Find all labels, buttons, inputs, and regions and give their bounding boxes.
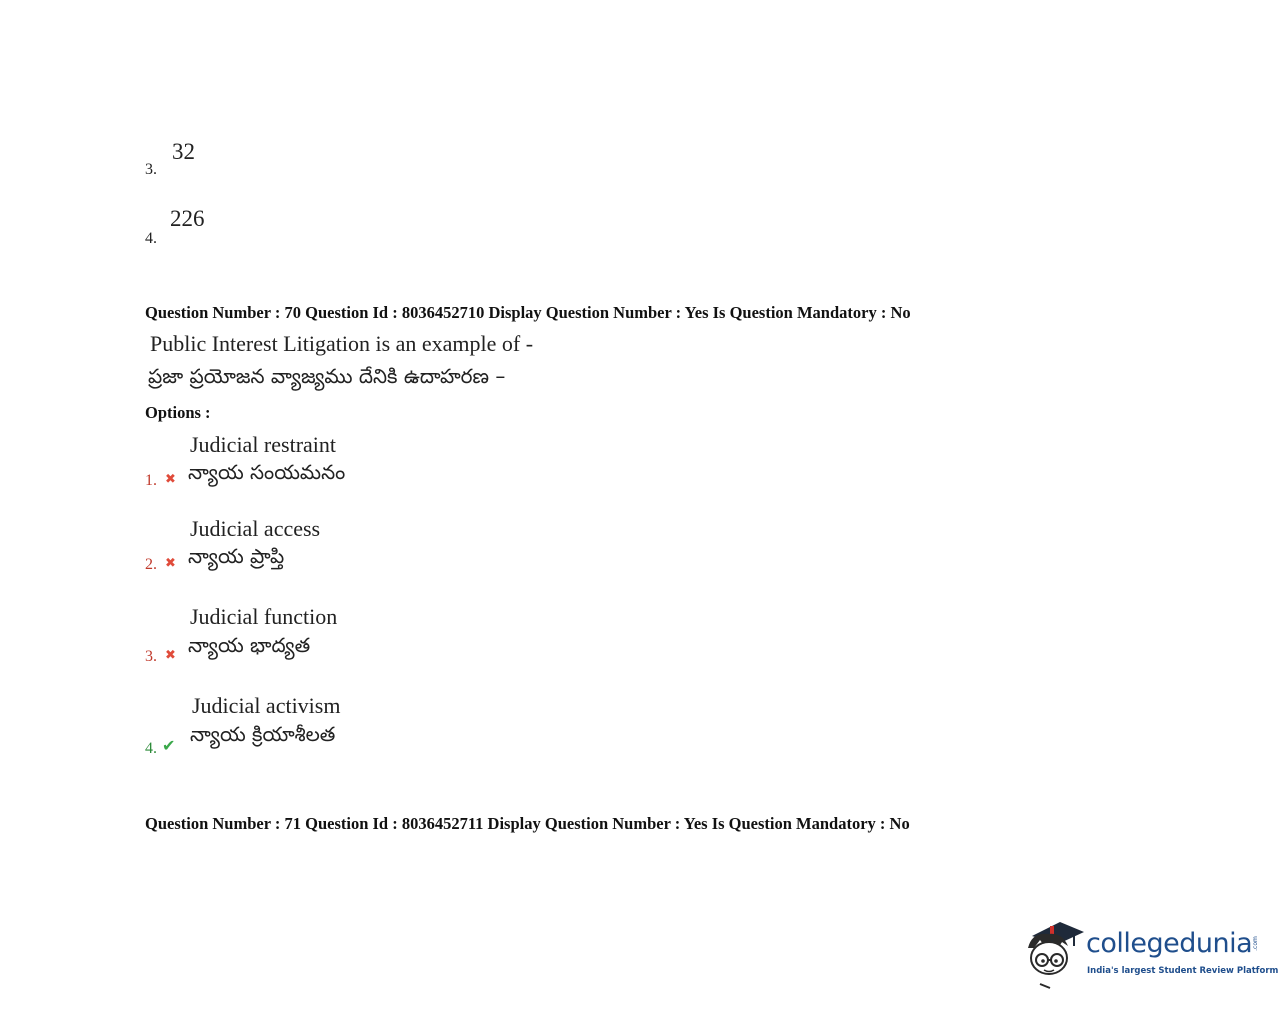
check-icon: ✔	[162, 736, 176, 755]
option-4	[0, 693, 600, 763]
option-number: 4.	[145, 230, 157, 247]
question-header: Question Number : 70 Question Id : 8036452710 Display Question Number : Yes Is Question Mandatory : No	[145, 303, 911, 322]
logo-domain: .com	[1251, 936, 1259, 951]
option-1	[0, 430, 600, 500]
option-number: 3.	[145, 161, 157, 178]
collegedunia-logo	[1022, 918, 1279, 990]
options-label: Options :	[145, 403, 211, 422]
option-number: 2.	[145, 556, 157, 573]
cross-icon: ✖	[165, 648, 176, 663]
option-text-english: Judicial restraint	[190, 432, 337, 457]
logo-wordmark: collegedunia	[1086, 928, 1253, 959]
question-text-english: Public Interest Litigation is an example of -	[150, 331, 534, 356]
question-header: Question Number : 71 Question Id : 8036452711 Display Question Number : Yes Is Question Mandatory : No	[145, 814, 910, 833]
option-text-english: Judicial activism	[192, 693, 341, 718]
mascot-icon	[1022, 918, 1084, 990]
option-text-telugu: న్యాయ భాద్యత	[188, 633, 311, 657]
cross-icon: ✖	[165, 472, 176, 487]
prev-question-options	[0, 0, 600, 260]
option-number: 3.	[145, 648, 157, 665]
option-number: 4.	[145, 740, 157, 757]
logo-tagline: India's largest Student Review Platform	[1087, 966, 1279, 976]
option-text-telugu: న్యాయ సంయమనం	[188, 460, 346, 484]
option-2	[0, 514, 600, 584]
option-value: 32	[172, 139, 195, 164]
option-text-english: Judicial function	[190, 604, 338, 629]
question-text-telugu: ప్రజా ప్రయోజన వ్యాజ్యము దేనికి ఉదాహరణ –	[148, 364, 506, 388]
option-text-telugu: న్యాయ ప్రాప్తి	[188, 544, 285, 568]
option-text-english: Judicial access	[190, 516, 321, 541]
option-text-telugu: న్యాయ క్రియాశీలత	[190, 722, 336, 746]
option-number: 1.	[145, 472, 157, 489]
option-3	[0, 604, 600, 674]
cross-icon: ✖	[165, 556, 176, 571]
option-value: 226	[170, 206, 205, 231]
